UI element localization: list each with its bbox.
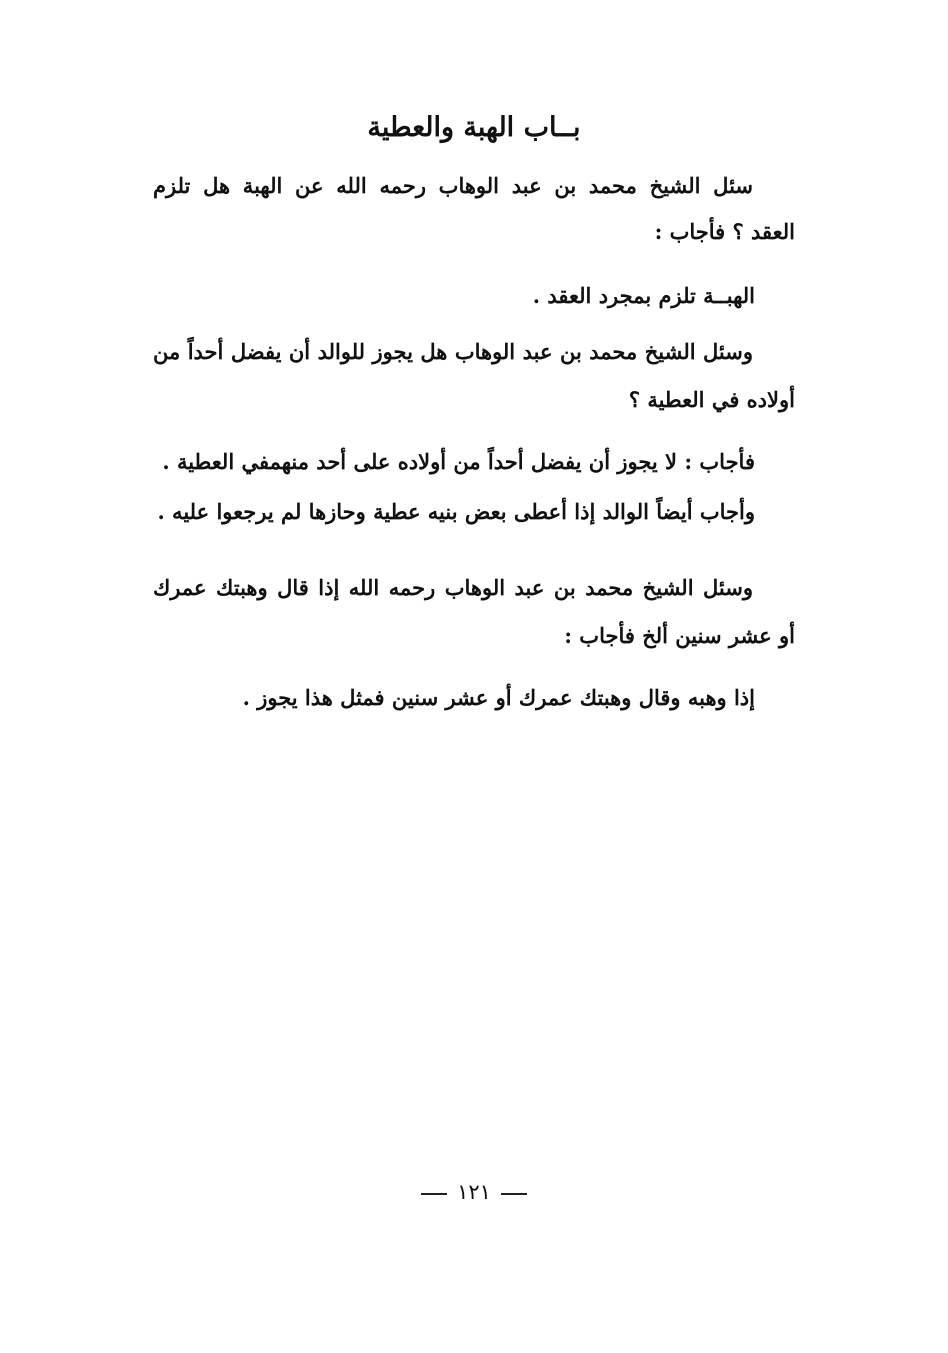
question-3-line-2: أو عشر سنين ألخ فأجاب : bbox=[564, 623, 795, 648]
question-1-line-2: العقد ؟ فأجاب : bbox=[654, 219, 795, 244]
page-footer bbox=[0, 1176, 948, 1208]
question-2-line-2: أولاده في العطية ؟ bbox=[628, 387, 795, 412]
footer-dash-right bbox=[501, 1193, 527, 1195]
question-2-line-1: وسئل الشيخ محمد بن عبد الوهاب هل يجوز للوالد أن يفضل أحداً من bbox=[153, 339, 753, 364]
question-3-line-1: وسئل الشيخ محمد بن عبد الوهاب رحمه الله إذا قال وهبتك عمرك bbox=[153, 575, 753, 600]
answer-1: الهبــة تلزم بمجرد العقد . bbox=[532, 283, 755, 308]
answer-2-line-1: فأجاب : لا يجوز أن يفضل أحداً من أولاده على أحد منهمفي العطية . bbox=[162, 449, 755, 474]
page-number: ١٢١ bbox=[457, 1180, 491, 1204]
footer-dash-left bbox=[421, 1193, 447, 1195]
chapter-title: بــاب الهبة والعطية bbox=[367, 112, 581, 143]
answer-3: إذا وهبه وقال وهبتك عمرك أو عشر سنين فمثل هذا يجوز . bbox=[242, 685, 755, 710]
answer-2-line-2: وأجاب أيضاً الوالد إذا أعطى بعض بنيه عطية وحازها لم يرجعوا عليه . bbox=[157, 499, 755, 524]
question-1-line-1: سئل الشيخ محمد بن عبد الوهاب رحمه الله عن الهبة هل تلزم bbox=[153, 173, 753, 198]
